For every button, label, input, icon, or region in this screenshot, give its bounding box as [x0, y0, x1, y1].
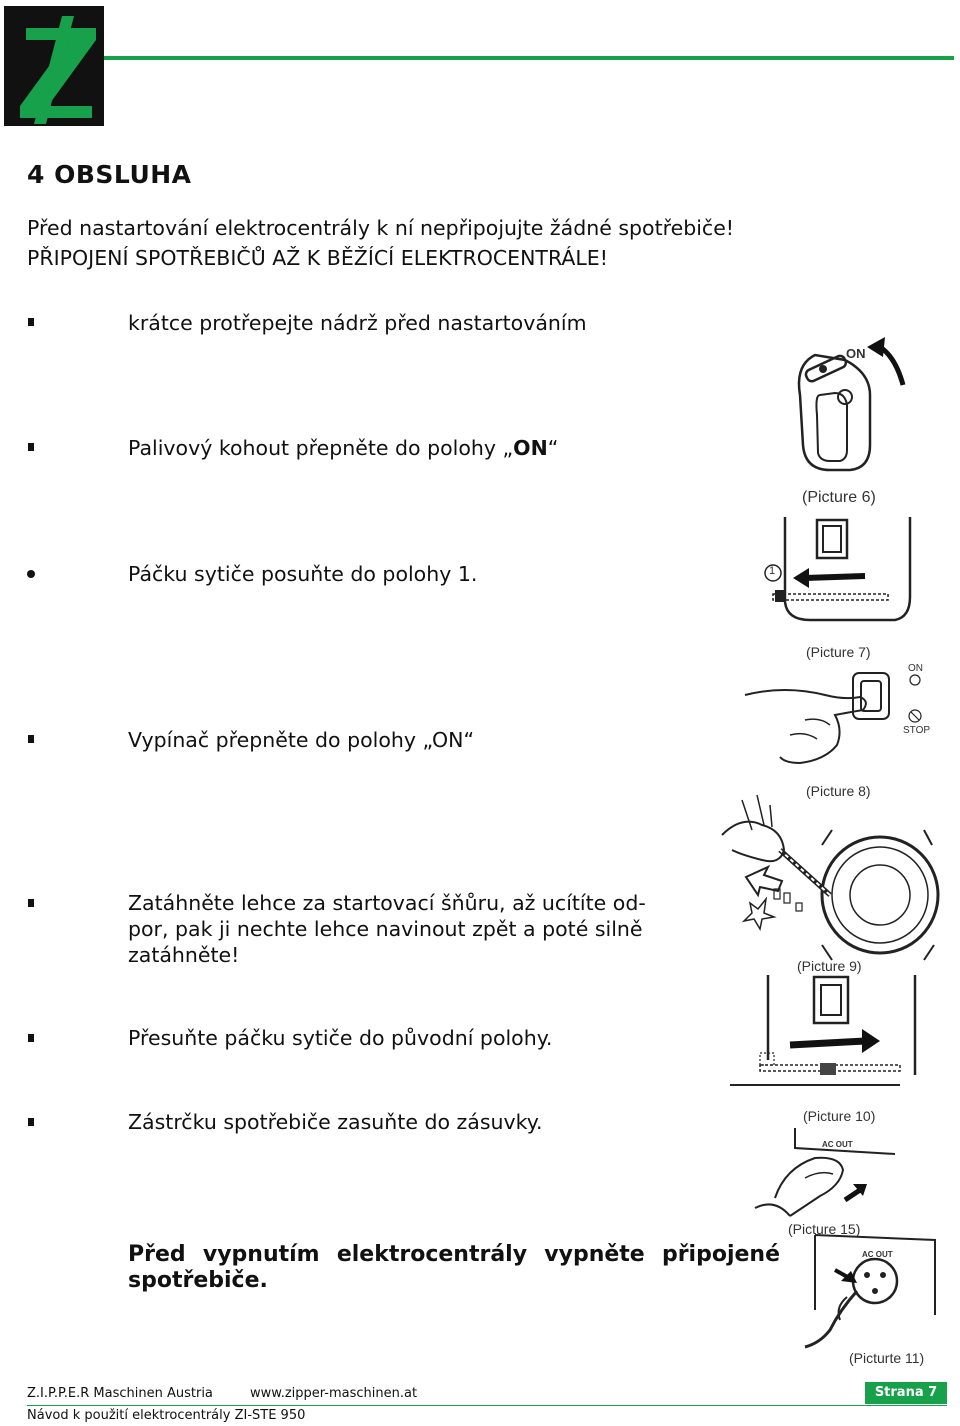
company-logo	[4, 6, 104, 126]
step-fuel-valve-text: Palivový kohout přepněte do polohy „	[128, 436, 514, 460]
picture-6-caption: (Picture 6)	[802, 489, 876, 506]
picture-8-caption: (Picture 8)	[806, 783, 871, 799]
bullet	[28, 1118, 34, 1126]
bullet	[28, 1034, 34, 1042]
switch-stop-label: STOP	[903, 725, 931, 736]
picture-11-caption: (Picturte 11)	[849, 1350, 925, 1366]
picture-9-caption: (Picture 9)	[797, 958, 862, 974]
step-choke-return: Přesuňte páčku sytiče do původní polohy.	[128, 1026, 553, 1050]
footer-company: Z.I.P.P.E.R Maschinen Austria	[27, 1386, 213, 1401]
step-fuel-valve-quote: “	[547, 436, 559, 460]
bullet	[28, 735, 34, 743]
bullet	[27, 570, 35, 578]
recoil-starter-illustration	[712, 795, 947, 965]
intro-line-1: Před nastartování elektrocentrály k ní nepřipojujte žádné spotřebiče!	[27, 216, 735, 240]
step-fuel-valve-on: ON	[513, 436, 548, 460]
zipper-logo-icon	[4, 6, 104, 126]
bullet	[28, 899, 34, 907]
picture-7-caption: (Picture 7)	[806, 644, 871, 660]
switch-on-label: ON	[908, 663, 923, 674]
step-fuel-valve	[128, 435, 698, 461]
header-rule	[104, 56, 954, 60]
engine-switch-illustration	[745, 665, 940, 770]
intro-line-2: PŘIPOJENÍ SPOTŘEBIČŮ AŽ K BĚŽÍCÍ ELEKTROCENTRÁLE!	[27, 246, 608, 270]
footer-rule	[27, 1405, 947, 1406]
step-plug-in: Zástrčku spotřebiče zasuňte do zásuvky.	[128, 1110, 543, 1134]
step-pull-cord-2: por, pak ji nechte lehce navinout zpět a poté silně	[128, 917, 643, 941]
page-number-badge: Strana 7	[865, 1382, 947, 1404]
step-pull-cord-3: zatáhněte!	[128, 943, 240, 967]
picture-10-caption: (Picture 10)	[803, 1108, 876, 1124]
step-choke-lever: Páčku sytiče posuňte do polohy 1.	[128, 562, 478, 586]
step-pull-cord-1: Zatáhněte lehce za startovací šňůru, až ucítíte od-	[128, 891, 646, 915]
bullet	[28, 443, 34, 451]
footer-manual-title: Návod k použití elektrocentrály ZI-STE 950	[27, 1408, 306, 1423]
bullet	[28, 318, 34, 326]
step-switch-on: Vypínač přepněte do polohy „ON“	[128, 728, 475, 752]
socket-label: AC OUT	[862, 1250, 893, 1259]
fuel-valve-on-label: ON	[846, 346, 866, 361]
step-shake-tank: krátce protřepejte nádrž před nastartováním	[128, 311, 587, 335]
shutdown-warning: Před vypnutím elektrocentrály vypněte připojené spotřebiče.	[128, 1242, 780, 1293]
choke-position-marker: 1	[769, 565, 776, 577]
footer-website[interactable]: www.zipper-maschinen.at	[250, 1386, 418, 1401]
section-title: 4 OBSLUHA	[27, 160, 192, 189]
socket-label-top: AC OUT	[822, 1140, 853, 1149]
picture-15-caption: (Picture 15)	[788, 1221, 861, 1237]
choke-return-illustration	[730, 975, 930, 1093]
choke-lever-illustration	[755, 512, 925, 627]
